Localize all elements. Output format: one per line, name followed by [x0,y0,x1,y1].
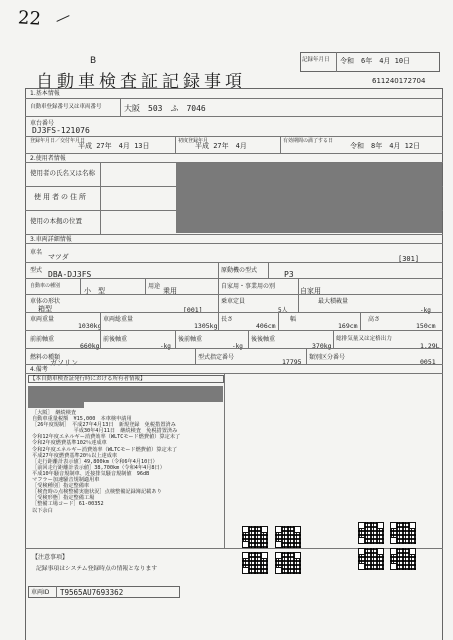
remark-line: 平成30年4月11日 継続検査 免税措置済み [32,428,178,435]
chassis-value: DJ3FS-121076 [32,126,90,135]
chassis-label: 車台番号 [30,120,55,127]
section4-heading: 4.備考 [30,366,48,373]
width-label: 幅 [290,316,297,323]
front-rear-axle-value: -kg [160,343,171,350]
height-label: 高さ [368,316,381,323]
fuel-label: 燃料の種類 [30,354,61,361]
qr-code [275,526,301,548]
type-designation-label: 型式指定番号 [198,354,235,361]
first-reg-label: 初度登録年月 [178,138,209,144]
remark-line: ［26年度規制］ 平成27年4月13日 新規登録 免税措置済み [32,422,176,429]
weight-label: 車両重量 [30,316,55,323]
document-title: 自動車検査証記録事項 [36,72,246,92]
remarks-list [32,410,222,514]
remark-line: 自動車重量税額 ¥15,000 本車検申請用 [32,416,132,423]
qr-code [242,526,268,548]
front-rear-axle-label: 前後軸重 [103,336,128,343]
vehicle-id-label: 車両ID [31,589,50,596]
remark-line: 平成10年騒音規制車、近接排気騒音規制値 96dB [32,470,150,477]
length-label: 長さ [221,316,234,323]
vehicle-kind-value: 小 型 [84,287,105,295]
first-reg-value: 平成 27年 4月 [195,142,247,150]
remark-line: ［受検形態］指定整備工場 [32,495,95,502]
engine-value: P3 [284,270,294,279]
category-number-label: 類別区分番号 [309,354,346,361]
vehicle-kind-label: 自動車の種別 [30,283,61,289]
model-value: DBA-DJ3FS [48,270,92,279]
rear-rear-axle-value: 370kg [312,342,332,350]
reg-number-value: 大阪 503 ふ 7046 [124,104,206,113]
weight-value: 1030kg [78,322,102,330]
section1-heading: 1.基本情報 [30,90,60,97]
section2-heading: 2.使用者情報 [30,155,66,162]
record-date-label: 記録年月日 [302,57,330,63]
fuel-value: ガソリン [50,359,78,367]
body-shape-label: 車体の形状 [30,298,61,305]
rear-rear-axle-label: 後後軸重 [251,336,276,343]
private-commercial-label: 自家用・事業用の別 [221,283,276,290]
qr-code [390,522,416,544]
remark-line: ［検査時の点検整備実施状況］点検整備記録簿記載あり [32,489,162,496]
remark-line: 以下余白 [32,507,53,514]
gross-weight-label: 車両総重量 [103,316,134,323]
maker-label: 車名 [30,249,43,256]
remark-line: 平成27年度燃費基準20％以上達成車 [32,452,118,459]
maker-value: マツダ [48,253,69,261]
remark-line: ［走行距離計表示値］49,800km（令和6年4月10日） [32,458,158,465]
length-value: 406cm [256,322,276,330]
remark-line: 令和2年度燃費基準102％達成車 [32,440,107,447]
rear-front-axle-label: 後前軸重 [178,336,203,343]
front-front-axle-value: 660kg [80,342,100,350]
record-date-value: 令和 6年 4月 10日 [340,57,411,65]
rear-front-axle-value: -kg [232,343,243,350]
remark-line: ［整備工場コード］61-00352 [32,501,104,508]
type-designation-value: 17795 [282,358,302,366]
engine-label: 原動機の型式 [221,267,258,274]
capacity-label: 乗車定員 [221,298,246,305]
reg-date-value: 平成 27年 4月 13日 [78,142,150,150]
max-load-value: -kg [420,307,431,314]
redacted-owner-info [28,386,223,402]
reg-date-label: 登録年月日／交付年月日 [30,138,86,144]
remark-line: ［大阪］ 継続検査 [32,410,77,416]
owner-info-heading: 【本自動車検査証発行時における所有者情報】 [30,376,146,382]
base-location-label: 使用の本拠の位置 [30,217,82,225]
expiry-value: 令和 8年 4月 12日 [350,142,421,150]
notes-heading: 【注意事項】 [32,554,69,561]
private-commercial-value: 自家用 [300,287,321,295]
qr-code [358,548,384,570]
remark-line: ［前回走行距離計表示値］38,700km（令和4年4月8日） [32,464,165,471]
height-value: 150cm [416,322,436,330]
qr-code [242,552,268,574]
displacement-label: 総排気量又は定格出力 [336,336,392,342]
user-name-label: 使用者の氏名又は名称 [30,169,95,177]
section3-heading: 3.車両詳細情報 [30,236,72,243]
category-number-value: 0051 [420,358,436,366]
document-number: 611240172704 [372,77,426,85]
model-label: 型式 [30,267,43,274]
redacted-owner-info-2 [28,402,84,408]
remark-line: 令和12年度エネルギー消費効率（WLTCモード燃費値）算定未了 [32,434,181,441]
qr-code [275,552,301,574]
gross-weight-value: 1305kg [194,322,218,330]
body-shape-code: [001] [183,306,203,314]
handwritten-stroke [56,15,69,22]
user-address-label: 使用者の住所 [34,193,88,201]
qr-code [358,522,384,544]
use-label: 用途 [148,283,161,290]
capacity-value: 5人 [278,307,288,314]
front-front-axle-label: 前前軸重 [30,336,55,343]
redacted-user-info [176,163,442,233]
remark-line: 令和2年度エネルギー消費効率（WLTCモード燃費値）算定未了 [32,446,178,453]
remark-line: ［受検種別］指定整備車 [32,483,90,490]
body-shape-value: 箱型 [38,305,52,313]
expiry-label: 有効期間の満了する日 [283,138,334,144]
width-value: 169cm [338,322,358,330]
maker-code: [301] [398,255,420,263]
displacement-value: 1.29L [420,342,440,350]
stamp-letter: B [90,56,97,66]
max-load-label: 最大積載量 [318,298,349,305]
remark-line: マフラー加速騒音規制適用車 [32,477,100,484]
notes-line: 記録事項はシステム登録時点の情報となります [36,566,158,572]
use-value: 乗用 [163,287,177,295]
reg-number-label: 自動車登録番号又は車両番号 [30,104,102,110]
handwritten-note: 22 [17,7,42,30]
vehicle-id-value: T9565AU7693362 [60,588,124,597]
qr-code [390,548,416,570]
